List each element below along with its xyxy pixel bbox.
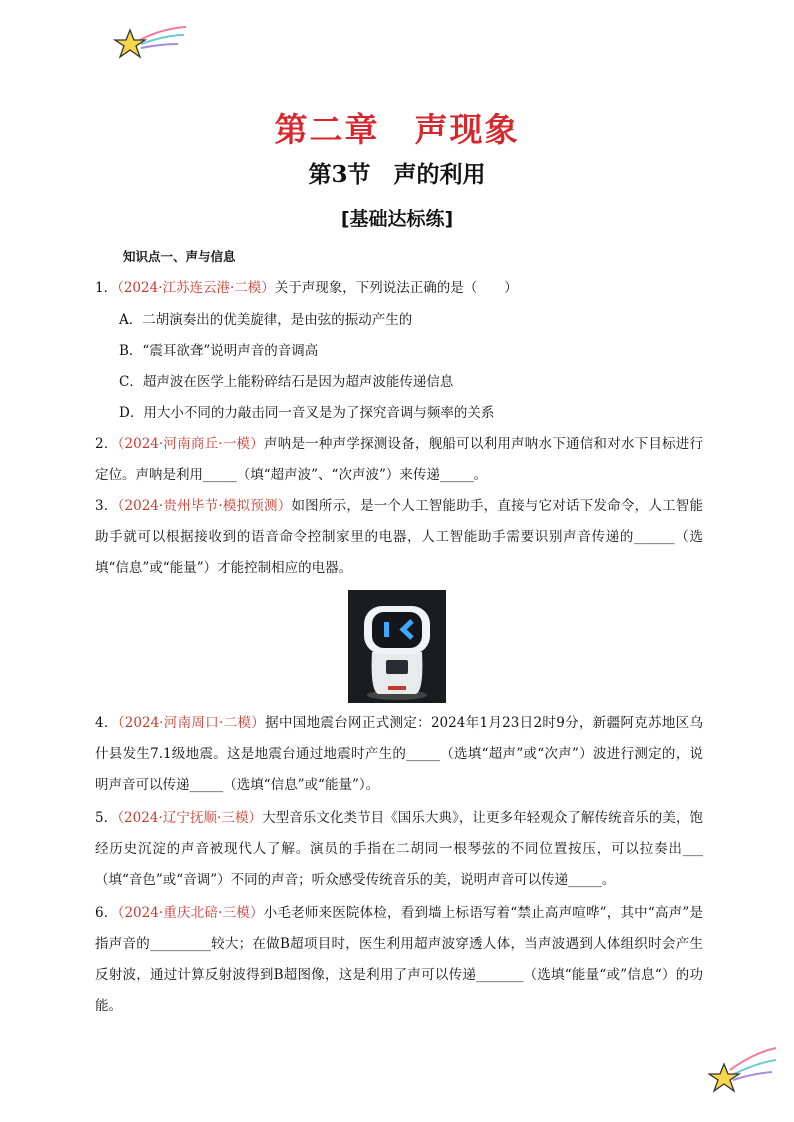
option-a: A．二胡演奏出的优美旋律，是由弦的振动产生的 [119,312,413,328]
practice-title: [基础达标练] [340,208,454,230]
knowledge-point-heading: 知识点一、声与信息 [123,249,236,264]
question-2 [95,429,703,491]
question-number: 1． [95,280,118,296]
question-source: （2024·江苏连云港·二模） [117,280,275,296]
question-source: （2024·河南周口·二模） [117,715,266,731]
question-text: 声呐是一种声学探测设备，舰船可以利用声呐水下通信和对水下目标进行定位。声呐是利用_____（填“超声波”、“次声波”）来传递_____。 [95,436,703,483]
question-number: 3． [95,498,118,514]
question-5 [95,803,703,896]
robot-assistant-image [348,590,446,703]
chapter-title: 第二章 声现象 [274,110,520,149]
option-b: B．“震耳欲聋”说明声音的音调高 [119,343,319,359]
question-number: 5． [95,810,118,826]
option-c: C．超声波在医学上能粉碎结石是因为超声波能传递信息 [119,374,454,390]
question-number: 2． [95,436,118,452]
question-6 [95,898,703,1022]
question-text: 据中国地震台网正式测定：2024年1月23日2时9分，新疆阿克苏地区乌什县发生7.1级地震。这是地震台通过地震时产生的_____（选填“超声”或“次声”）波进行测定的，说明声音可以传递_____（选填“信息”或“能量”）。 [95,715,703,793]
question-4 [95,708,703,801]
question-text: 如图所示，是一个人工智能助手，直接与它对话下发命令，人工智能助手就可以根据接收到的语音命令控制家里的电器，人工智能助手需要识别声音传递的______（选填“信息”或“能量”）才能控制相应的电器。 [95,498,703,576]
question-source: （2024·河南商丘·一模） [117,436,264,452]
question-source: （2024·重庆北碚·三模） [117,905,264,921]
question-3 [95,491,703,584]
question-source: （2024·贵州毕节·模拟预测） [117,498,292,514]
question-number: 4． [95,715,118,731]
section-title: 第3节 声的利用 [308,161,486,188]
question-number: 6． [95,905,118,921]
star-streak-icon-top [110,18,190,63]
question-text: 关于声现象，下列说法正确的是（ ） [274,280,518,296]
option-d: D．用大小不同的力敲击同一音叉是为了探究音调与频率的关系 [119,405,495,421]
question-1 [95,273,703,304]
question-text: 大型音乐文化类节目《国乐大典》，让更多年轻观众了解传统音乐的美，饱经历史沉淀的声音被现代人了解。演员的手指在二胡同一根琴弦的不同位置按压，可以拉奏出___（填“音色”或“音调”）不同的声音；听众感受传统音乐的美，说明声音可以传递_____。 [95,810,704,888]
star-streak-icon-bottom [708,1030,780,1098]
question-text: 小毛老师来医院体检，看到墙上标语写着“禁止高声喧哗”，其中“高声”是指声音的_________较大；在做B超项目时，医生利用超声波穿透人体，当声波遇到人体组织时会产生反射波，通过计算反射波得到B超图像，这是利用了声可以传递_______（选填“能量“或”信息“）的功能。 [95,905,703,1014]
question-source: （2024·辽宁抚顺·三模） [117,810,263,826]
